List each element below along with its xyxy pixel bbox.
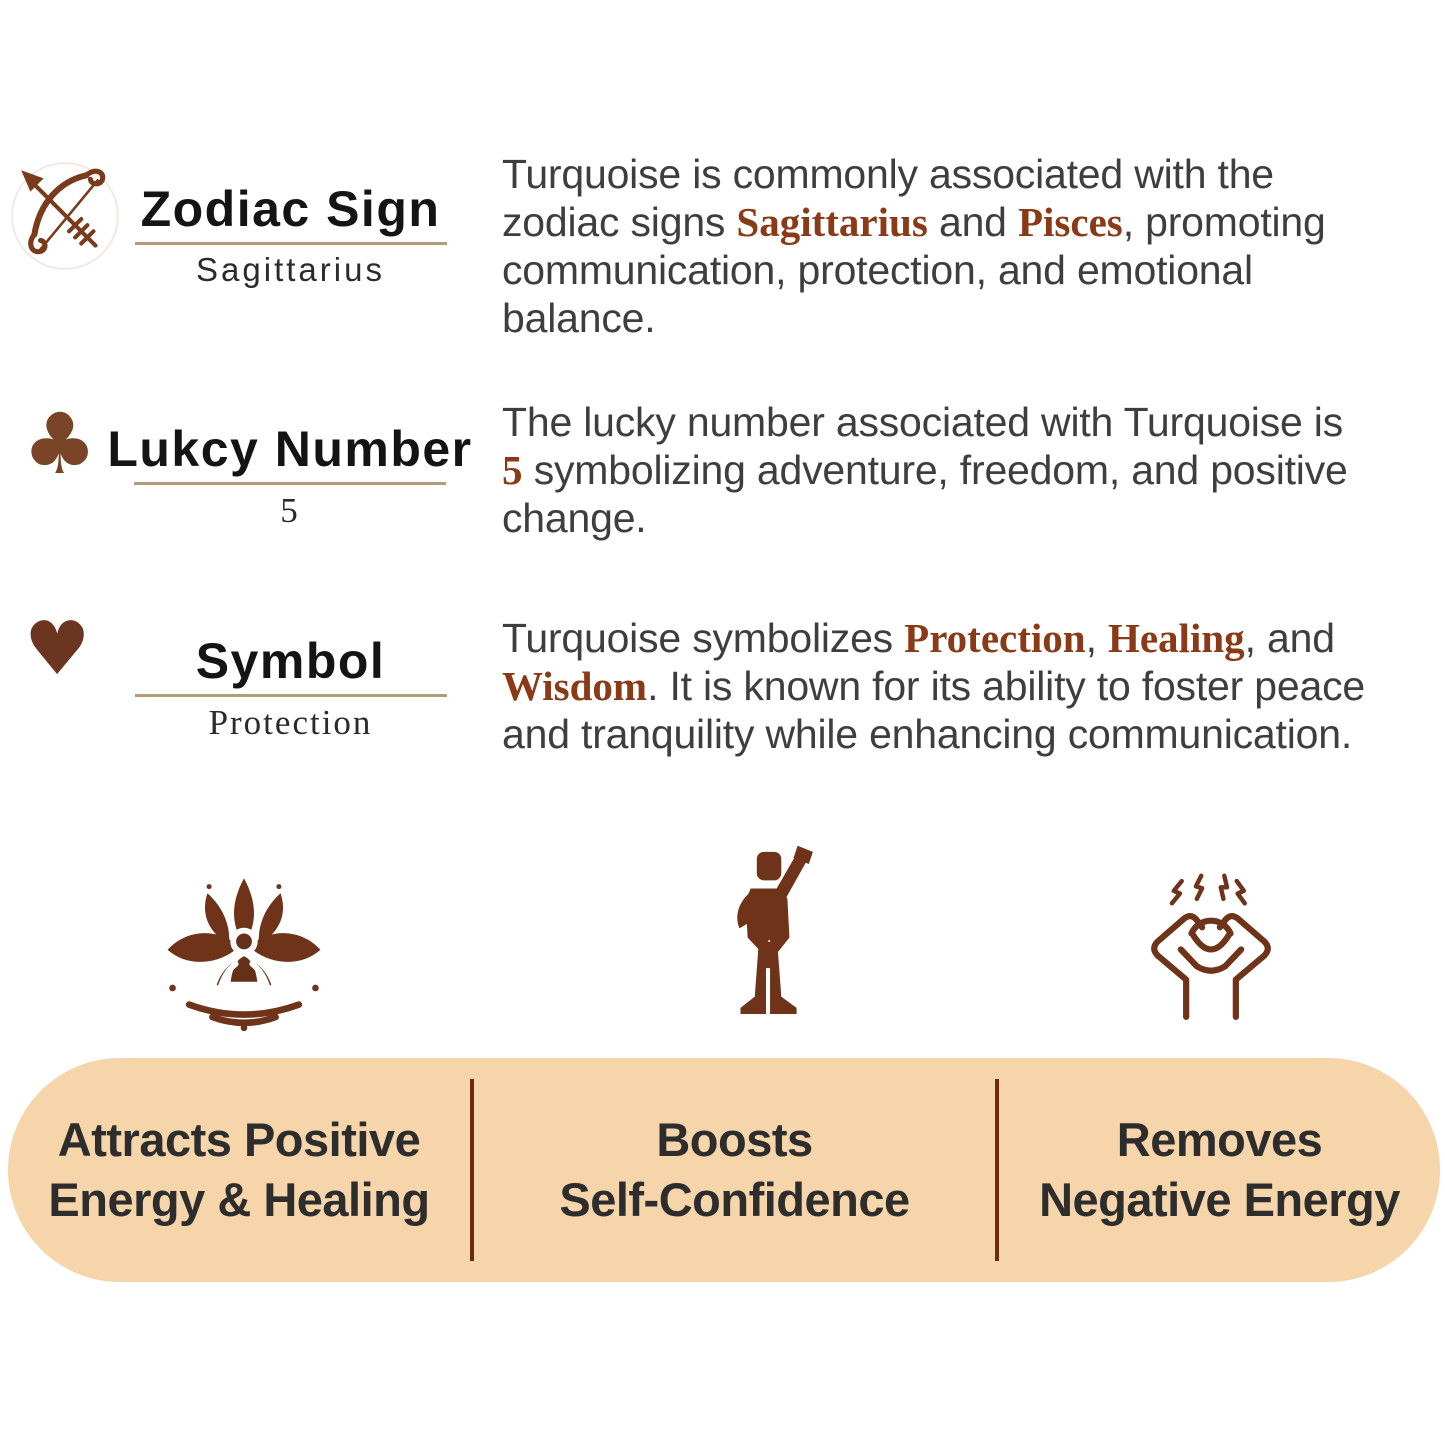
benefit-line: Boosts xyxy=(656,1113,813,1166)
section-title: Zodiac Sign xyxy=(140,181,441,237)
benefit-positive-energy xyxy=(8,1058,470,1282)
body-text: symbolizing adventure, freedom, and positive change. xyxy=(502,447,1348,541)
section-lucky-number xyxy=(100,420,480,531)
body-text: Turquoise is commonly associated with the zodiac signs xyxy=(502,151,1274,245)
body-text: , xyxy=(1085,615,1108,661)
highlight-text: Protection xyxy=(904,615,1086,661)
section-underline xyxy=(135,694,447,697)
paragraph-symbol xyxy=(502,614,1368,758)
highlight-text: Sagittarius xyxy=(736,199,928,245)
benefit-line: Energy & Healing xyxy=(48,1173,430,1226)
benefit-line: Removes xyxy=(1116,1113,1323,1166)
section-value: Protection xyxy=(208,703,373,742)
confident-person-icon xyxy=(716,845,818,1030)
clover-icon: ♣ xyxy=(22,395,98,493)
section-zodiac-sign xyxy=(118,180,463,289)
section-title: Lukcy Number xyxy=(107,421,473,477)
benefit-line: Attracts Positive xyxy=(57,1113,421,1166)
body-text: The lucky number associated with Turquoise is xyxy=(502,399,1344,445)
highlight-text: Pisces xyxy=(1017,199,1123,245)
section-value: 5 xyxy=(280,491,300,530)
section-underline xyxy=(134,482,446,485)
stressed-person-icon xyxy=(1140,866,1282,1024)
body-text: . It is known for its ability to foster peace and tranquility while enhancing communication. xyxy=(502,663,1365,757)
paragraph-lucky-number xyxy=(502,398,1368,542)
lotus-meditation-icon xyxy=(160,870,328,1032)
benefits-banner xyxy=(8,1058,1440,1282)
benefit-self-confidence xyxy=(474,1058,995,1282)
benefit-line: Self-Confidence xyxy=(559,1173,910,1226)
body-text: , promoting communication, protection, and emotional balance. xyxy=(502,199,1326,341)
paragraph-zodiac xyxy=(502,150,1368,342)
body-text: and xyxy=(927,199,1018,245)
section-underline xyxy=(135,242,447,245)
benefit-line: Negative Energy xyxy=(1039,1173,1400,1226)
section-title: Symbol xyxy=(195,633,386,689)
heart-icon: ♥ xyxy=(24,606,91,692)
section-value: Sagittarius xyxy=(196,251,385,288)
body-text: Turquoise symbolizes xyxy=(502,615,905,661)
highlight-text: 5 xyxy=(502,447,523,493)
highlight-text: Wisdom xyxy=(502,663,648,709)
highlight-text: Healing xyxy=(1107,615,1245,661)
benefit-negative-energy xyxy=(999,1058,1440,1282)
section-symbol xyxy=(118,632,463,743)
body-text: , and xyxy=(1244,615,1335,661)
sagittarius-bow-icon xyxy=(10,158,124,272)
